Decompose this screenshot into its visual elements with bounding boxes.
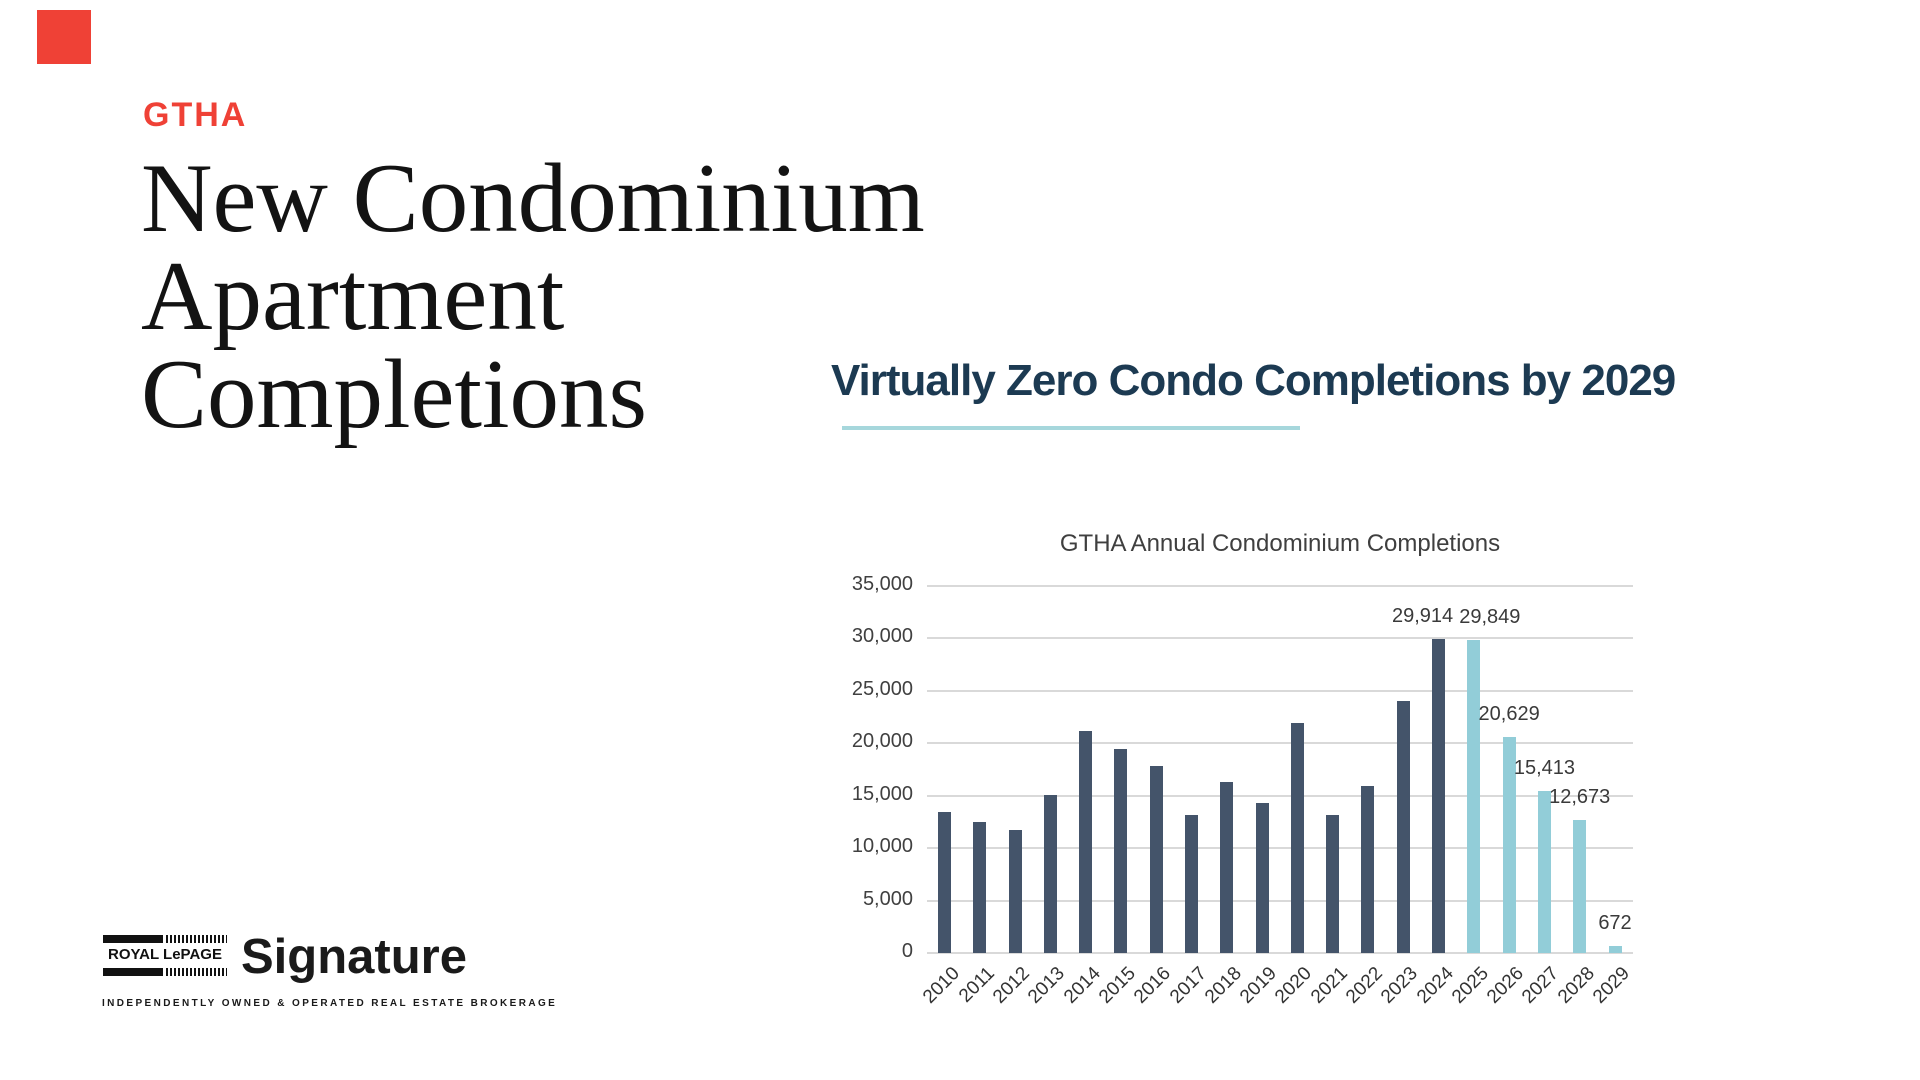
bar-2022: [1361, 786, 1374, 953]
bar-2012: [1009, 830, 1022, 953]
logo-stripes-icon: [166, 968, 227, 976]
bar-value-label: 20,629: [1478, 702, 1540, 725]
x-tick-label: 2023: [1377, 963, 1423, 1008]
y-tick-label: 15,000: [851, 782, 913, 805]
bar-value-label: 15,413: [1513, 757, 1575, 780]
x-tick-label: 2012: [989, 963, 1034, 1008]
x-tick-label: 2018: [1200, 963, 1246, 1008]
bar-2019: [1256, 803, 1269, 953]
royal-lepage-wordmark: ROYAL LePAGE: [108, 946, 222, 963]
y-tick-label: 35,000: [851, 573, 913, 595]
x-tick-label: 2016: [1130, 963, 1176, 1008]
slide-title-line-3: Completions: [141, 340, 648, 449]
bar-value-label: 672: [1598, 911, 1632, 934]
x-tick-label: 2019: [1236, 963, 1281, 1008]
grid-line: [927, 637, 1633, 639]
bar-2024: [1432, 639, 1445, 953]
slide-title-line-1: New Condominium: [141, 144, 925, 253]
x-tick-label: 2022: [1342, 963, 1387, 1008]
bar-value-label: 29,914: [1391, 605, 1454, 628]
signature-wordmark: Signature: [241, 930, 467, 984]
x-tick-label: 2029: [1589, 963, 1634, 1008]
grid-line: [927, 952, 1633, 954]
royal-lepage-logo: [103, 935, 227, 976]
x-tick-label: 2026: [1483, 963, 1528, 1008]
logo-bottom-bar: [103, 968, 227, 976]
grid-line: [927, 742, 1633, 744]
bar-2029: [1609, 946, 1622, 953]
x-tick-label: 2024: [1412, 963, 1458, 1008]
logo-stripes-icon: [166, 935, 227, 943]
bar-2013: [1044, 795, 1057, 953]
y-tick-label: 0: [901, 940, 913, 962]
grid-line: [927, 690, 1633, 692]
y-tick-label: 10,000: [851, 835, 913, 858]
bar-2025: [1467, 640, 1480, 953]
x-tick-label: 2015: [1095, 963, 1140, 1008]
logo-tagline: INDEPENDENTLY OWNED & OPERATED REAL ESTATE BROKERAGE: [102, 998, 558, 1009]
slide-title-line-2: Apartment: [141, 242, 565, 351]
y-tick-label: 20,000: [851, 730, 913, 753]
bar-2014: [1079, 731, 1092, 953]
bar-2016: [1150, 766, 1163, 953]
x-tick-label: 2028: [1553, 963, 1599, 1008]
x-tick-label: 2013: [1024, 963, 1070, 1008]
x-tick-label: 2021: [1306, 963, 1352, 1008]
bar-2015: [1114, 749, 1127, 953]
grid-line: [927, 585, 1633, 587]
x-tick-label: 2010: [918, 963, 964, 1008]
y-tick-label: 30,000: [851, 625, 913, 648]
bar-2010: [938, 812, 951, 953]
bar-2011: [973, 822, 986, 953]
bar-value-label: 12,673: [1549, 786, 1611, 809]
x-tick-label: 2027: [1518, 963, 1564, 1008]
heading-underline: [842, 426, 1300, 430]
bar-2018: [1220, 782, 1233, 953]
chart-section-heading: Virtually Zero Condo Completions by 2029: [831, 356, 1676, 405]
bar-2020: [1291, 723, 1304, 953]
x-tick-label: 2020: [1271, 963, 1317, 1008]
brand-accent-square: [37, 10, 91, 64]
x-tick-label: 2014: [1059, 963, 1105, 1008]
y-tick-label: 5,000: [862, 887, 913, 910]
bar-2023: [1397, 701, 1410, 953]
bar-value-label: 29,849: [1459, 606, 1521, 628]
x-tick-label: 2011: [954, 963, 999, 1007]
x-tick-label: 2017: [1165, 963, 1211, 1008]
grid-line: [927, 847, 1633, 849]
y-tick-label: 25,000: [851, 677, 913, 700]
x-tick-label: 2025: [1447, 963, 1493, 1008]
chart-title: GTHA Annual Condominium Completions: [1059, 530, 1501, 557]
bar-2021: [1326, 815, 1339, 953]
grid-line: [927, 900, 1633, 902]
bar-2027: [1538, 791, 1551, 953]
logo-top-bar: [103, 935, 227, 943]
region-tag: GTHA: [143, 96, 248, 134]
bar-2017: [1185, 815, 1198, 953]
